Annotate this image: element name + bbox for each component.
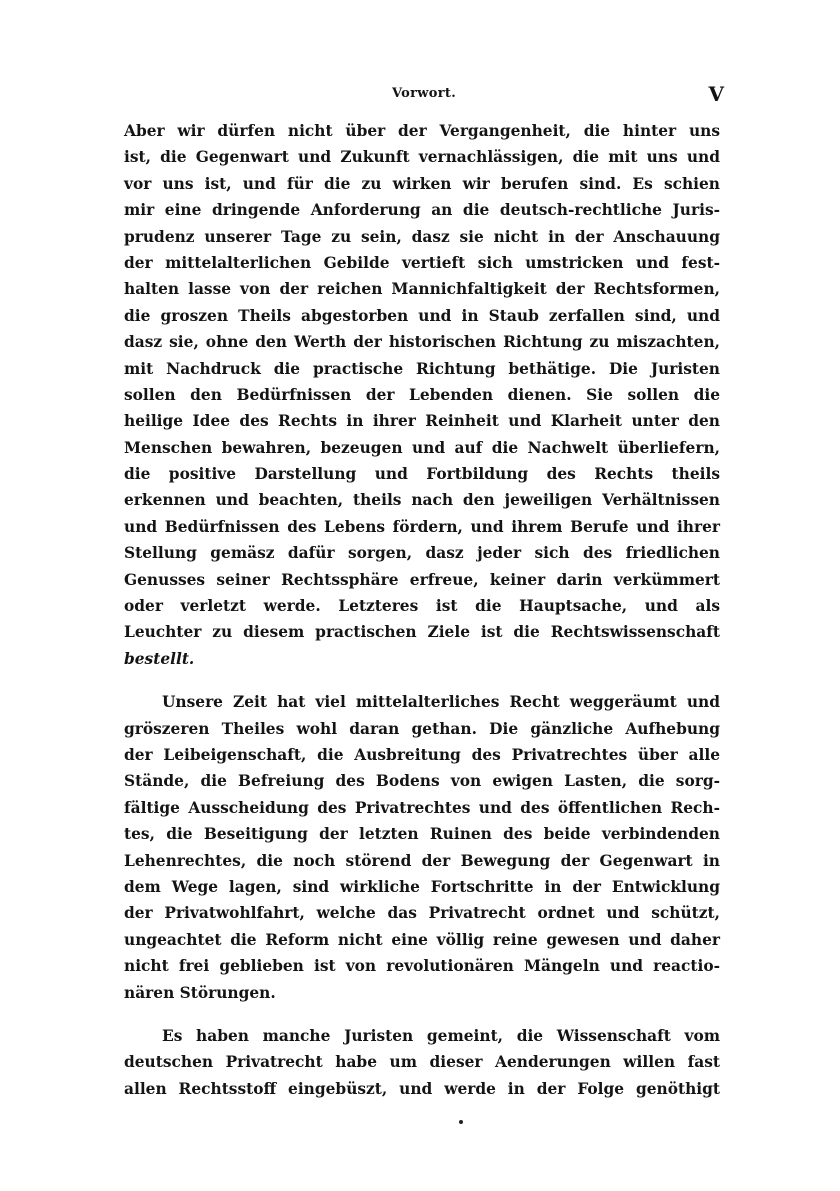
text-line: heilige Idee des Rechts in ihrer Reinheit und Klarheit unter den (124, 412, 720, 431)
text-line: die groszen Theils abgestorben und in Staub zerfallen sind, und (124, 306, 720, 325)
text-line: sollen den Bedürfnissen der Lebenden dienen. Sie sollen die (124, 385, 720, 404)
text-line: ist, die Gegenwart und Zukunft vernachlässigen, die mit uns und (124, 148, 720, 167)
text-line: oder verletzt werde. Letzteres ist die Hauptsache, und als (124, 597, 720, 616)
text-line: allen Rechtsstoff eingebüszt, und werde in der Folge genöthigt (124, 1079, 720, 1098)
text-line: deutschen Privatrecht habe um dieser Aenderungen willen fast (124, 1053, 720, 1072)
text-line: der Privatwohlfahrt, welche das Privatrecht ordnet und schützt, (124, 904, 720, 923)
text-line: der Leibeigenschaft, die Ausbreitung des Privatrechtes über alle (124, 745, 720, 764)
text-line: Es haben manche Juristen gemeint, die Wissenschaft vom (162, 1026, 720, 1045)
paragraph-3 (124, 1023, 720, 1102)
text-line: dem Wege lagen, sind wirkliche Fortschritte in der Entwicklung (124, 877, 720, 896)
text-line: gröszeren Theiles wohl daran gethan. Die gänzliche Aufhebung (124, 719, 720, 738)
text-line: mit Nachdruck die practische Richtung bethätige. Die Juristen (124, 359, 720, 378)
text-line: fältige Ausscheidung des Privatrechtes und des öffentlichen Rech- (124, 798, 720, 817)
text-line: nären Störungen. (124, 983, 276, 1002)
text-line: Stellung gemäsz dafür sorgen, dasz jeder sich des friedlichen (124, 544, 720, 563)
running-title: Vorwort. (391, 86, 457, 101)
text-line: Genusses seiner Rechtssphäre erfreue, keiner darin verkümmert (124, 570, 720, 589)
text-line: Aber wir dürfen nicht über der Vergangenheit, die hinter uns (124, 122, 720, 140)
text-line: Lehenrechtes, die noch störend der Bewegung der Gegenwart in (124, 851, 720, 870)
text-line: und Bedürfnissen des Lebens fördern, und ihrem Berufe und ihrer (124, 517, 720, 536)
text-line: prudenz unserer Tage zu sein, dasz sie nicht in der Anschauung (124, 227, 720, 246)
page-mark-dot (459, 1120, 463, 1124)
text-line: bestellt. (124, 649, 195, 668)
paragraph-1 (124, 118, 720, 672)
paragraph-2 (124, 689, 720, 1006)
running-head (124, 82, 724, 110)
text-line: der mittelalterlichen Gebilde vertieft sich umstricken und fest- (124, 253, 720, 272)
body-text (124, 118, 720, 1102)
text-line: nicht frei geblieben ist von revolutionären Mängeln und reactio- (124, 957, 720, 976)
text-line: erkennen und beachten, theils nach den jeweiligen Verhältnissen (124, 491, 720, 510)
text-line: Menschen bewahren, bezeugen und auf die Nachwelt überliefern, (124, 438, 720, 457)
text-line: tes, die Beseitigung der letzten Ruinen des beide verbindenden (124, 825, 720, 844)
text-line: mir eine dringende Anforderung an die deutsch-rechtliche Juris- (124, 201, 720, 220)
text-line: die positive Darstellung und Fortbildung des Rechts theils (124, 465, 720, 484)
text-line: Unsere Zeit hat viel mittelalterliches Recht weggeräumt und (162, 693, 720, 712)
text-line: dasz sie, ohne den Werth der historischen Richtung zu miszachten, (124, 333, 720, 352)
text-line: vor uns ist, und für die zu wirken wir berufen sind. Es schien (124, 174, 720, 193)
text-line: Stände, die Befreiung des Bodens von ewigen Lasten, die sorg- (124, 772, 720, 791)
text-line: halten lasse von der reichen Mannichfaltigkeit der Rechtsformen, (124, 280, 720, 299)
page-number: V (708, 82, 724, 106)
text-line: ungeachtet die Reform nicht eine völlig reine gewesen und daher (124, 930, 720, 949)
text-line: Leuchter zu diesem practischen Ziele ist die Rechtswissenschaft (124, 623, 720, 642)
